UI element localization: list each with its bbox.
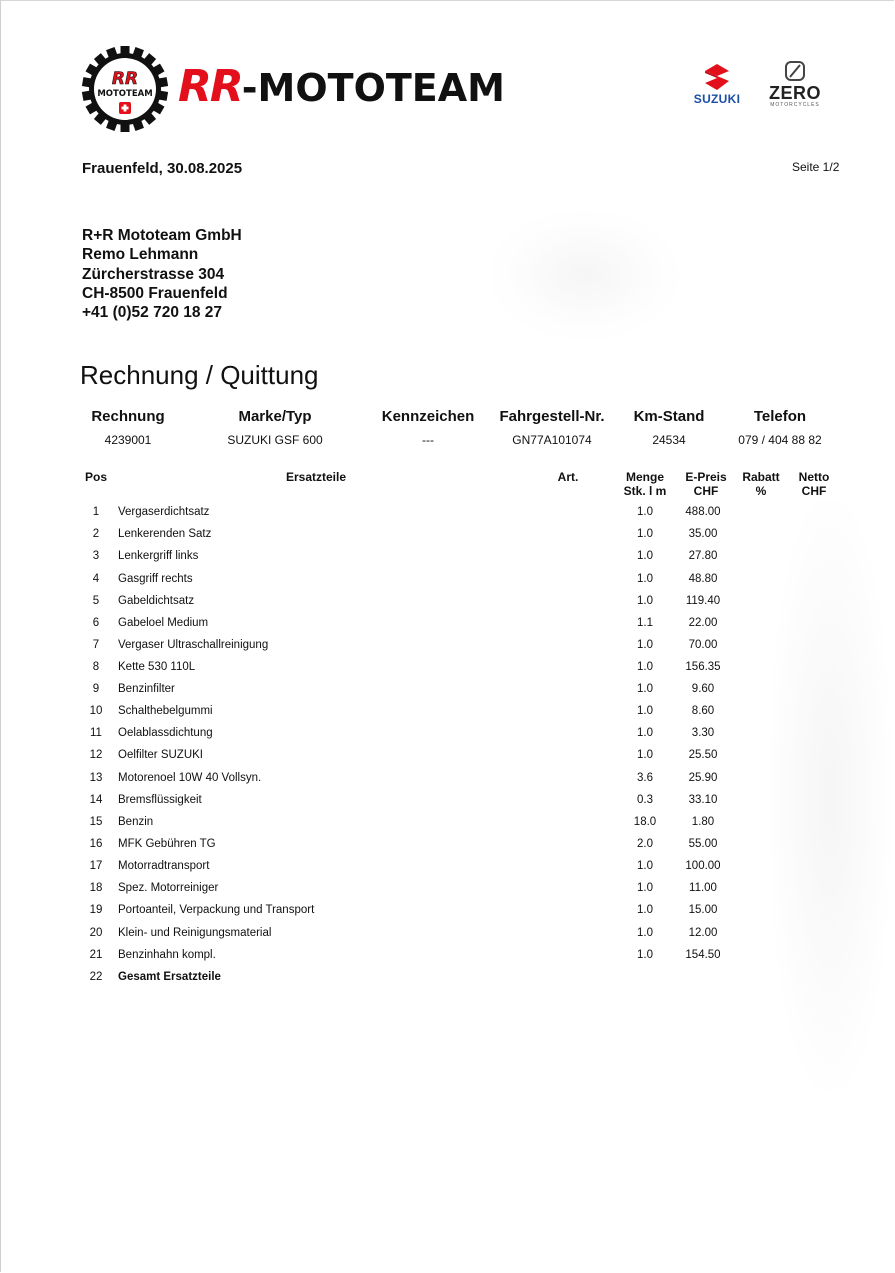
row-description: Gabeloel Medium [118,617,209,629]
date-line: Frauenfeld, 30.08.2025 [82,160,243,177]
row-description: Motorenoel 10W 40 Vollsyn. [118,772,262,784]
table-row [0,816,895,838]
row-description: Lenkerenden Satz [118,528,212,540]
info-value-fahrgestell: GN77A101074 [512,433,592,447]
row-unit-price: 12.00 [688,927,718,939]
table-row [0,882,895,904]
table-row [0,772,895,794]
brand-wordmark [178,62,505,112]
row-quantity: 0.3 [637,794,653,806]
col-header-netto-line2: CHF [801,484,827,498]
row-description: Kette 530 110L [118,661,196,673]
row-description: Vergaser Ultraschallreinigung [118,639,269,651]
row-quantity: 1.0 [637,927,653,939]
row-quantity: 1.0 [637,860,653,872]
row-quantity: 1.0 [637,882,653,894]
row-pos: 4 [92,573,100,585]
suzuki-s-icon [684,62,750,92]
col-header-epreis-line1: E-Preis [685,470,727,484]
info-value-km-stand: 24534 [652,433,686,447]
row-pos: 20 [89,927,103,939]
row-pos: 22 [89,971,103,983]
row-pos: 12 [89,749,103,761]
info-header-rechnung: Rechnung [91,408,165,425]
row-pos: 17 [89,860,103,872]
row-unit-price: 488.00 [685,506,721,518]
row-unit-price: 156.35 [685,661,721,673]
table-row [0,860,895,882]
table-row [0,528,895,550]
info-value-rechnung: 4239001 [104,433,152,447]
row-description: Klein- und Reinigungsmaterial [118,927,272,939]
row-pos: 2 [92,528,100,540]
address-person: Remo Lehmann [82,246,199,264]
row-quantity: 1.0 [637,683,653,695]
table-row [0,749,895,771]
row-quantity: 18.0 [633,816,657,828]
row-unit-price: 100.00 [685,860,721,872]
row-unit-price: 3.30 [691,727,715,739]
address-street: Zürcherstrasse 304 [82,265,225,283]
info-header-kennzeichen: Kennzeichen [381,408,475,425]
row-description: Gabeldichtsatz [118,595,195,607]
col-header-rabatt [734,470,788,498]
info-header-telefon: Telefon [753,408,807,425]
row-quantity: 1.0 [637,550,653,562]
row-unit-price: 22.00 [688,617,718,629]
row-pos: 21 [89,949,103,961]
row-pos: 13 [89,772,103,784]
row-description: Vergaserdichtsatz [118,506,210,518]
row-quantity: 1.0 [637,749,653,761]
row-description: Portoanteil, Verpackung und Transport [118,904,315,916]
row-unit-price: 15.00 [688,904,718,916]
row-description: Motorradtransport [118,860,210,872]
table-row [0,927,895,949]
page-number: Seite 1/2 [792,160,840,174]
svg-text:MOTOTEAM: MOTOTEAM [97,89,153,99]
row-description: Benzin [118,816,154,828]
table-row [0,683,895,705]
row-quantity: 1.1 [637,617,653,629]
row-pos: 15 [89,816,103,828]
zero-wordmark: ZERO [768,83,821,103]
row-unit-price: 35.00 [688,528,718,540]
row-description: Spez. Motorreiniger [118,882,219,894]
info-value-marke-typ: SUZUKI GSF 600 [227,433,323,447]
col-header-epreis-line2: CHF [693,484,719,498]
address-company: R+R Mototeam GmbH [82,227,242,244]
sender-address [82,226,242,322]
row-description: Schalthebelgummi [118,705,213,717]
col-header-netto [790,470,838,498]
table-row [0,727,895,749]
row-unit-price: 70.00 [688,639,718,651]
col-header-netto-line1: Netto [798,470,830,484]
info-value-telefon: 079 / 404 88 82 [738,433,822,447]
row-unit-price: 119.40 [685,595,721,607]
row-unit-price: 48.80 [688,573,718,585]
row-quantity: 1.0 [637,661,653,673]
info-value-kennzeichen: --- [422,433,434,447]
row-quantity: 1.0 [637,639,653,651]
row-description: Benzinhahn kompl. [118,949,216,961]
zero-emblem-icon [764,60,826,84]
row-pos: 14 [89,794,103,806]
svg-text:RR: RR [111,69,139,89]
row-pos: 6 [92,617,100,629]
info-header-km-stand: Km-Stand [633,408,705,425]
row-unit-price: 11.00 [689,882,717,894]
zero-subtitle: MOTORCYCLES [770,102,820,108]
col-header-menge-line2: Stk. l m [623,484,667,498]
info-header-fahrgestell: Fahrgestell-Nr. [499,408,605,425]
suzuki-wordmark: SUZUKI [693,92,741,106]
brand-rr: RR [178,61,242,112]
row-description: Gasgriff rechts [118,573,193,585]
brand-name: MOTOTEAM [257,66,505,110]
row-unit-price: 1.80 [691,816,715,828]
row-quantity: 2.0 [637,838,653,850]
address-phone: +41 (0)52 720 18 27 [82,304,223,322]
row-quantity: 1.0 [637,949,653,961]
row-pos: 11 [90,727,102,739]
suzuki-logo [684,62,750,106]
row-pos: 16 [89,838,103,850]
table-row [0,639,895,661]
row-pos: 1 [92,506,100,518]
row-pos: 8 [92,661,100,673]
redaction-blur-netto [770,500,890,1090]
row-pos: 5 [92,595,100,607]
document-title: Rechnung / Quittung [80,360,319,390]
row-description: Bremsflüssigkeit [118,794,202,806]
row-pos: 19 [89,904,103,916]
row-unit-price: 9.60 [691,683,715,695]
row-quantity: 1.0 [637,506,653,518]
col-header-rabatt-line1: Rabatt [742,470,780,484]
row-unit-price: 154.50 [685,949,721,961]
row-unit-price: 33.10 [688,794,718,806]
table-row [0,506,895,528]
col-header-ersatzteile: Ersatzteile [285,470,347,484]
row-description: Gesamt Ersatzteile [118,971,221,983]
col-header-menge [615,470,675,498]
address-city: CH-8500 Frauenfeld [82,284,228,302]
row-quantity: 1.0 [637,528,653,540]
table-row [0,949,895,971]
row-quantity: 1.0 [637,904,653,916]
row-description: Lenkergriff links [118,550,199,562]
row-unit-price: 55.00 [688,838,718,850]
zero-motorcycles-logo [764,60,826,108]
row-description: Oelfilter SUZUKI [118,749,203,761]
table-row-total [0,971,895,993]
row-unit-price: 8.60 [691,705,715,717]
row-description: MFK Gebühren TG [118,838,216,850]
col-header-menge-line1: Menge [625,470,664,484]
brand-dash: - [241,66,258,110]
row-quantity: 1.0 [637,727,653,739]
table-row [0,904,895,926]
row-unit-price: 25.50 [688,749,718,761]
row-description: Benzinfilter [118,683,175,695]
rr-mototeam-badge-logo [80,44,170,134]
table-row [0,573,895,595]
row-pos: 9 [92,683,100,695]
row-pos: 7 [92,639,100,651]
table-row [0,838,895,860]
table-row [0,550,895,572]
col-header-rabatt-line2: % [755,484,767,498]
row-pos: 10 [89,705,103,717]
redaction-blur [490,210,680,340]
row-pos: 18 [89,882,103,894]
row-quantity: 1.0 [637,705,653,717]
row-unit-price: 25.90 [688,772,718,784]
col-header-pos: Pos [84,470,107,484]
row-unit-price: 27.80 [688,550,718,562]
table-row [0,617,895,639]
row-quantity: 1.0 [637,573,653,585]
col-header-art: Art. [557,470,579,484]
row-quantity: 1.0 [637,595,653,607]
table-row [0,595,895,617]
table-row [0,794,895,816]
col-header-epreis [678,470,734,498]
row-pos: 3 [92,550,100,562]
info-header-marke-typ: Marke/Typ [238,408,312,425]
row-quantity: 3.6 [637,772,653,784]
row-description: Oelablassdichtung [118,727,213,739]
table-row [0,705,895,727]
table-row [0,661,895,683]
